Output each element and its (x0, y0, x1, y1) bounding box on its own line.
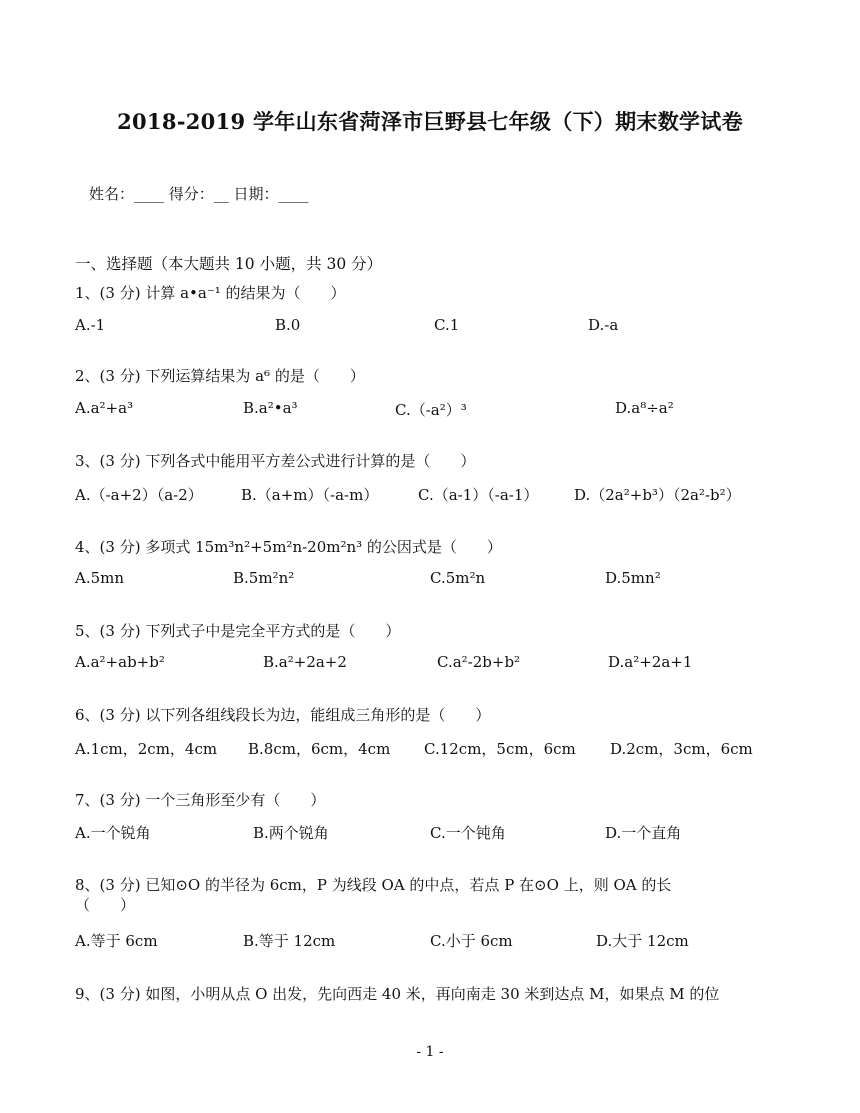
question-9 (75, 984, 719, 1004)
question-2 (75, 366, 365, 386)
question-1 (75, 283, 346, 303)
option-a: A.5mn (75, 569, 125, 587)
question-5-options (75, 653, 795, 673)
option-d: D.a⁸÷a² (615, 399, 674, 417)
option-c: C.a²-2b+b² (437, 653, 521, 671)
option-a: A.一个锐角 (75, 824, 151, 842)
option-b: B.两个锐角 (253, 824, 329, 842)
option-b: B.a²+2a+2 (263, 653, 347, 671)
student-info-line: 姓名：____ 得分：__ 日期：____ (89, 185, 309, 203)
question-4-options (75, 569, 795, 589)
page-title: 2018-2019 学年山东省菏泽市巨野县七年级（下）期末数学试卷 (117, 109, 743, 134)
option-b: B.0 (275, 316, 301, 334)
option-a: A.（-a+2）（a-2） (75, 486, 203, 504)
section-heading: 一、选择题（本大题共 10 小题，共 30 分） (75, 255, 383, 273)
question-5 (75, 621, 400, 641)
option-c: C.小于 6cm (430, 932, 513, 950)
option-d: D.一个直角 (605, 824, 682, 842)
option-a: A.-1 (75, 316, 106, 334)
question-3 (75, 451, 475, 471)
question-stem: 6、(3 分) 以下列各组线段长为边，能组成三角形的是（ ） (75, 706, 491, 724)
question-7-options (75, 822, 795, 842)
question-8 (75, 875, 671, 915)
option-a: A.a²+a³ (75, 399, 134, 417)
option-c: C.5m²n (430, 569, 486, 587)
question-stem: 8、(3 分) 已知⊙O 的半径为 6cm，P 为线段 OA 的中点，若点 P 在⊙O 上，则 OA 的长 (75, 876, 672, 894)
question-stem: 9、(3 分) 如图，小明从点 O 出发，先向西走 40 米，再向南走 30 米到达点 M，如果点 M 的位 (75, 985, 720, 1003)
question-7 (75, 790, 325, 810)
option-b: B.等于 12cm (243, 932, 336, 950)
question-stem: 1、(3 分) 计算 a•a⁻¹ 的结果为（ ） (75, 284, 346, 302)
page-number: - 1 - (416, 1044, 444, 1060)
option-b: B.a²•a³ (243, 399, 298, 417)
question-stem-continued: （ ） (75, 896, 136, 914)
question-6-options (75, 738, 795, 758)
option-b: B.（a+m）（-a-m） (241, 486, 379, 504)
option-a: A.a²+ab+b² (75, 653, 165, 671)
question-4 (75, 537, 502, 557)
option-c: C.（-a²）³ (395, 401, 467, 419)
question-8-options (75, 930, 795, 950)
option-d: D.大于 12cm (596, 932, 689, 950)
question-stem: 4、(3 分) 多项式 15m³n²+5m²n-20m²n³ 的公因式是（ ） (75, 538, 502, 556)
option-c: C.1 (434, 316, 460, 334)
question-3-options (75, 484, 795, 504)
option-d: D.（2a²+b³）（2a²-b²） (574, 486, 741, 504)
option-c: C.一个钝角 (430, 824, 506, 842)
option-b: B.5m²n² (233, 569, 295, 587)
option-a: A.1cm，2cm，4cm (75, 740, 218, 758)
question-stem: 5、(3 分) 下列式子中是完全平方式的是（ ） (75, 622, 401, 640)
option-d: D.2cm，3cm，6cm (610, 740, 753, 758)
option-a: A.等于 6cm (75, 932, 158, 950)
question-1-options (75, 316, 795, 336)
option-b: B.8cm，6cm，4cm (248, 740, 391, 758)
question-stem: 2、(3 分) 下列运算结果为 a⁶ 的是（ ） (75, 367, 365, 385)
question-stem: 7、(3 分) 一个三角形至少有（ ） (75, 791, 326, 809)
option-c: C.12cm，5cm，6cm (424, 740, 576, 758)
question-6 (75, 705, 490, 725)
option-c: C.（a-1）（-a-1） (418, 486, 539, 504)
question-stem: 3、(3 分) 下列各式中能用平方差公式进行计算的是（ ） (75, 452, 476, 470)
option-d: D.-a (588, 316, 619, 334)
option-d: D.a²+2a+1 (608, 653, 693, 671)
question-2-options (75, 399, 795, 419)
option-d: D.5mn² (605, 569, 661, 587)
